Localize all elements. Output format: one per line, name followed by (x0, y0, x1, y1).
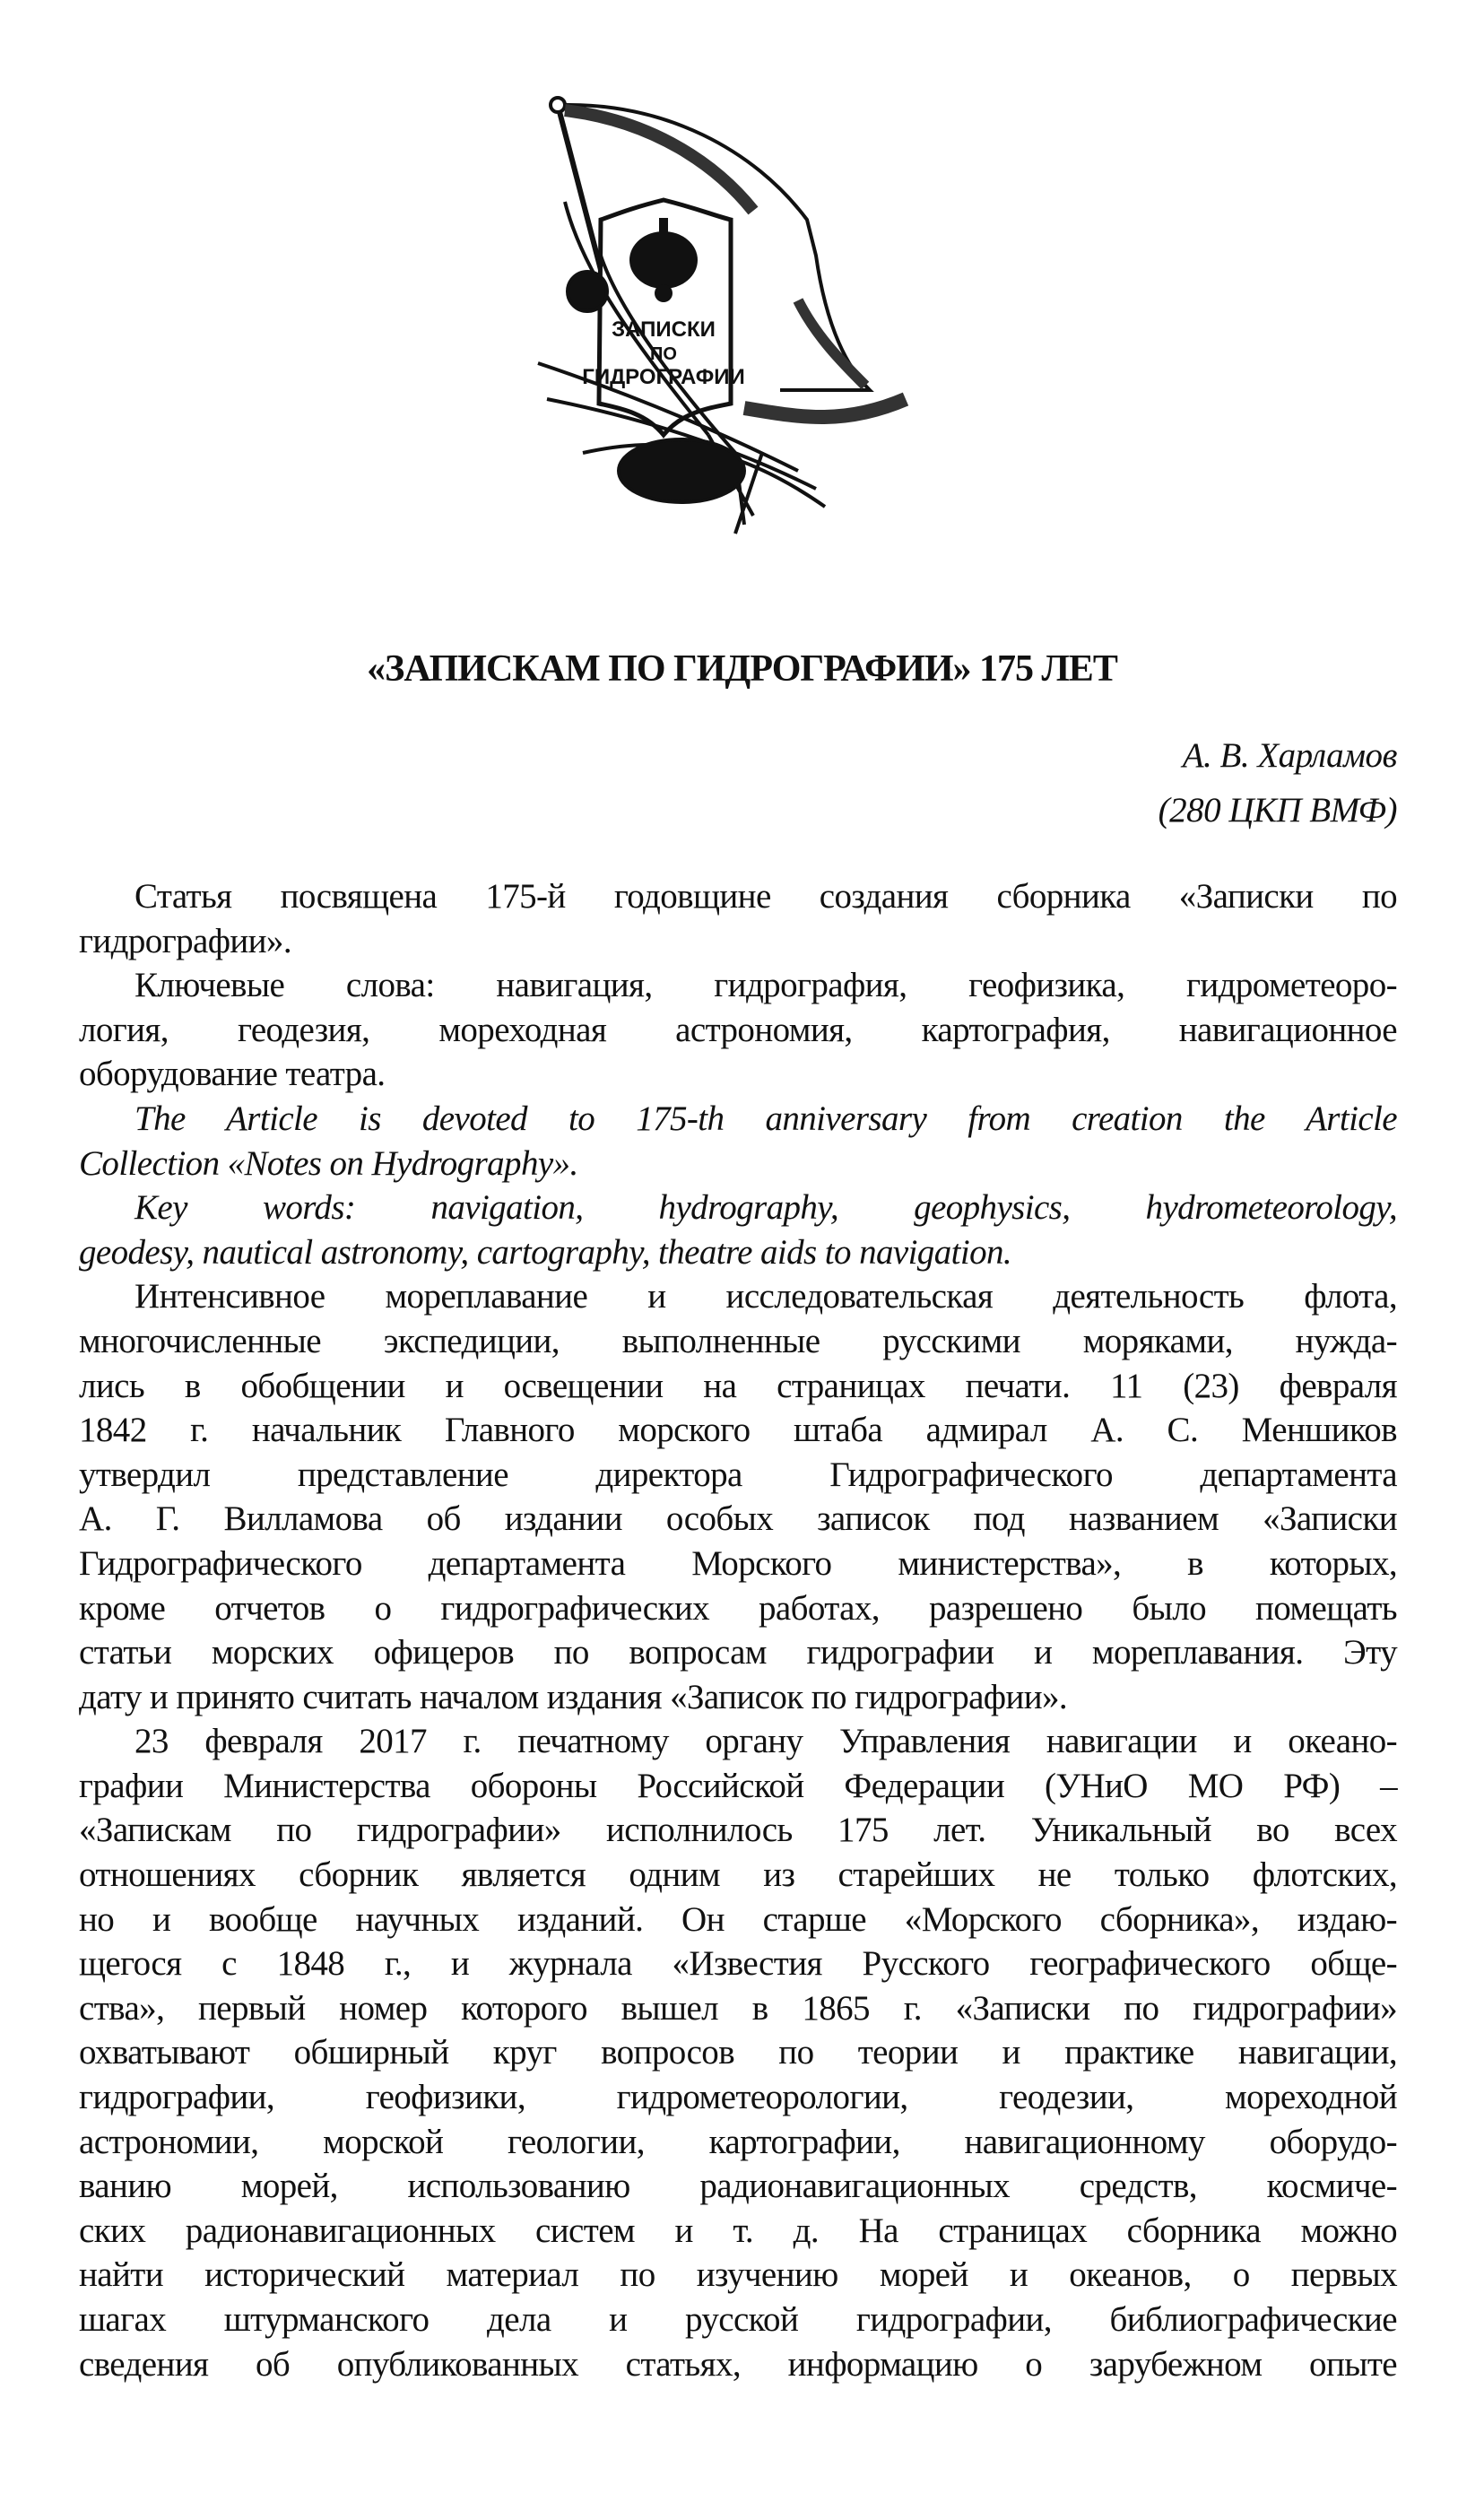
journal-emblem-logo (529, 94, 933, 543)
text-line: статьи морских офицеров по вопросам гидрографии и мореплавания. Эту (79, 1633, 1397, 1672)
text-line: А. Г. Вилламова об издании особых записок под названием «Записки (79, 1499, 1397, 1539)
text-line: многочисленные экспедиции, выполненные русскими моряками, нужда- (79, 1321, 1397, 1360)
text-line: Статья посвящена 175-й годовщине создания сборника «Записки по (135, 877, 1397, 916)
text-line: ства», первый номер которого вышел в 1865 г. «Записки по гидрографии» (79, 1988, 1397, 2028)
text-line: астрономии, морской геологии, картографии, навигационному оборудо- (79, 2122, 1397, 2161)
author-name: А. В. Харламов (1182, 736, 1397, 775)
text-line: сведения об опубликованных статьях, информацию о зарубежном опыте (79, 2344, 1397, 2384)
text-line: отношениях сборник является одним из старейших не только флотских, (79, 1855, 1397, 1895)
paragraph (79, 1186, 1397, 1274)
paragraph (79, 963, 1397, 1097)
text-line: лись в обобщении и освещении на страницах печати. 11 (23) февраля (79, 1366, 1397, 1405)
svg-text:ГИДРОГРАФИИ: ГИДРОГРАФИИ (582, 365, 745, 389)
paragraph (79, 1719, 1397, 2386)
text-line: кроме отчетов о гидрографических работах, разрешено было помещать (79, 1588, 1397, 1628)
text-line: Ключевые слова: навигация, гидрография, геофизика, гидрометеоро- (135, 966, 1397, 1005)
text-line: оборудование театра. (79, 1055, 386, 1094)
article-body (79, 874, 1397, 2386)
text-line: дату и принято считать началом издания «Записок по гидрографии». (79, 1677, 1068, 1716)
text-line: ванию морей, использованию радионавигационных средств, космиче- (79, 2167, 1397, 2206)
svg-text:ЗАПИСКИ: ЗАПИСКИ (612, 317, 716, 342)
text-line: The Article is devoted to 175-th anniversary from creation the Article (135, 1099, 1397, 1138)
text-line: логия, геодезия, мореходная астрономия, картография, навигационное (79, 1010, 1397, 1049)
text-line: охватывают обширный круг вопросов по теории и практике навигации, (79, 2033, 1397, 2072)
text-line: найти исторический материал по изучению морей и океанов, о первых (79, 2255, 1397, 2295)
text-line: но и вообще научных изданий. Он старше «Морского сборника», издаю- (79, 1899, 1397, 1939)
text-line: ских радионавигационных систем и т. д. На страницах сборника можно (79, 2211, 1397, 2250)
svg-text:ПО: ПО (650, 344, 677, 364)
text-line: «Запискам по гидрографии» исполнилось 175 лет. Уникальный во всех (79, 1811, 1397, 1850)
text-line: шагах штурманского дела и русской гидрографии, библиографические (79, 2300, 1397, 2339)
text-line: Collection «Notes on Hydrography». (79, 1143, 578, 1183)
text-line: Key words: navigation, hydrography, geophysics, hydrometeorology, (135, 1188, 1397, 1228)
text-line: 23 февраля 2017 г. печатному органу Управления навигации и океано- (135, 1722, 1397, 1761)
paragraph (79, 1097, 1397, 1186)
text-line: графии Министерства обороны Российской Федерации (УНиО МО РФ) – (79, 1766, 1397, 1805)
text-line: гидрографии». (79, 921, 291, 960)
text-line: гидрографии, геофизики, гидрометеорологии, геодезии, мореходной (79, 2078, 1397, 2117)
text-line: Гидрографического департамента Морского министерства», в которых, (79, 1543, 1397, 1583)
paragraph (79, 874, 1397, 963)
text-line: 1842 г. начальник Главного морского штаба адмирал А. С. Меншиков (79, 1411, 1397, 1450)
text-line: geodesy, nautical astronomy, cartography, theatre aids to navigation. (79, 1232, 1012, 1272)
text-line: щегося с 1848 г., и журнала «Известия Русского географического обще- (79, 1944, 1397, 1984)
author-organization: (280 ЦКП ВМФ) (1158, 791, 1397, 830)
paragraph (79, 1274, 1397, 1719)
article-title: «ЗАПИСКАМ ПО ГИДРОГРАФИИ» 175 ЛЕТ (367, 648, 1117, 690)
text-line: Интенсивное мореплавание и исследовательская деятельность флота, (135, 1277, 1397, 1316)
text-line: утвердил представление директора Гидрографического департамента (79, 1455, 1397, 1494)
